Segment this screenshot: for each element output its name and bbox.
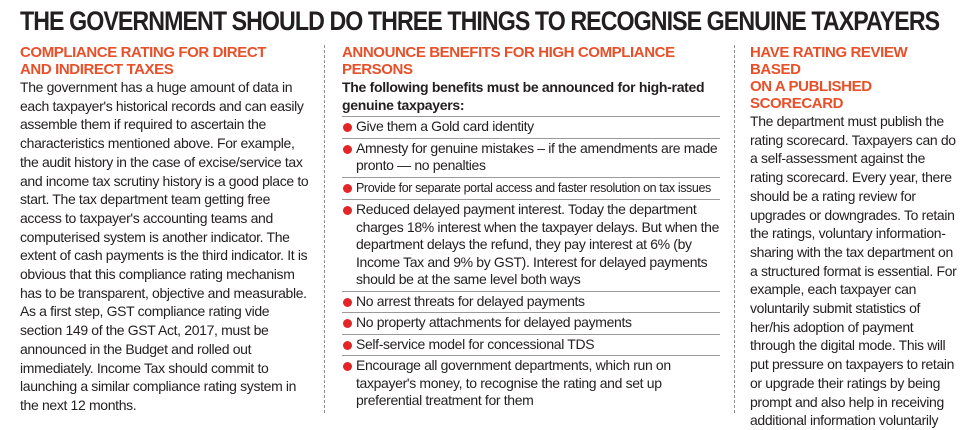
list-item (342, 116, 720, 138)
list-item (342, 334, 720, 356)
column-heading (20, 44, 310, 78)
column-divider-right (734, 45, 735, 413)
list-item (342, 355, 720, 412)
page-title: THE GOVERNMENT SHOULD DO THREE THINGS TO RECOGNISE GENUINE TAXPAYERS (20, 6, 940, 36)
list-item (342, 312, 720, 334)
list-item-text: Reduced delayed payment interest. Today the department charges 18% interest when the taxpayer delays. But when the department delays the refund, they pay interest at 6% (by Income Tax and 9% by GST). Interest for delayed payments should be at the same level both ways (356, 201, 720, 287)
bullet-dot-icon (343, 319, 352, 328)
column-body: The department must publish the rating scorecard. Taxpayers can do a self-assessment against the rating scorecard. Every year, there should be a rating review for upgrades or downgrades. To retain the ratings, voluntary information-sharing with the tax department on a structured format is essential. For example, each taxpayer can voluntarily submit statistics of her/his adoption of payment through the digital mode. This will put pressure on taxpayers to retain or upgrade their ratings by being prompt and also help in receiving additional information voluntarily (750, 113, 957, 429)
benefits-list (342, 116, 720, 412)
list-item (342, 177, 720, 200)
bullet-dot-icon (343, 184, 352, 193)
heading-line: COMPLIANCE RATING FOR DIRECT (20, 44, 267, 61)
heading-line: ON A PUBLISHED SCORECARD (750, 78, 872, 112)
column-compliance-rating (20, 44, 310, 415)
bullet-dot-icon (343, 206, 352, 215)
list-item-text: Amnesty for genuine mistakes – if the amendments are made pronto — no penalties (356, 139, 718, 173)
bullet-dot-icon (343, 298, 352, 307)
list-item-text: No property attachments for delayed payments (356, 314, 632, 330)
list-item (342, 291, 720, 313)
list-item-text: No arrest threats for delayed payments (356, 292, 585, 309)
list-item-text: Give them a Gold card identity (356, 118, 534, 134)
column-body: The government has a huge amount of data in each taxpayer's historical records and can easily assemble them if required to ascertain the characteristics mentioned above. For example, the audit history in the case of excise/service tax and income tax scrutiny history is a good place to start. The tax department team getting free access to taxpayer's accounting teams and computerised system is another indicator. The extent of cash payments is the third indicator. It is obvious that this compliance rating mechanism has to be transparent, objective and measurable. As a first step, GST compliance rating vide section 149 of the GST Act, 2017, must be announced in the Budget and rolled out immediately. Income Tax should commit to launching a similar compliance rating system in the next 12 months. (20, 79, 309, 413)
benefits-intro: The following benefits must be announced for high-rated genuine taxpayers: (342, 79, 705, 113)
list-item-text: Self-service model for concessional TDS (356, 335, 595, 352)
column-heading (750, 44, 960, 112)
list-item (342, 138, 720, 177)
list-item-text: Encourage all government departments, which run on taxpayer's money, to recognise the rating and set up preferential treatment for them (356, 357, 671, 408)
bullet-dot-icon (343, 362, 352, 371)
heading-line: AND INDIRECT TAXES (20, 61, 174, 78)
column-divider-left (324, 45, 325, 413)
list-item (342, 199, 720, 291)
list-item-text: Provide for separate portal access and faster resolution on tax issues (356, 180, 711, 195)
bullet-dot-icon (343, 123, 352, 132)
column-benefits (342, 44, 720, 412)
heading-line: HAVE RATING REVIEW BASED (750, 44, 908, 78)
bullet-dot-icon (343, 341, 352, 350)
column-rating-review (750, 44, 960, 430)
column-heading: ANNOUNCE BENEFITS FOR HIGH COMPLIANCE PERSONS (342, 44, 675, 78)
bullet-dot-icon (343, 145, 352, 154)
